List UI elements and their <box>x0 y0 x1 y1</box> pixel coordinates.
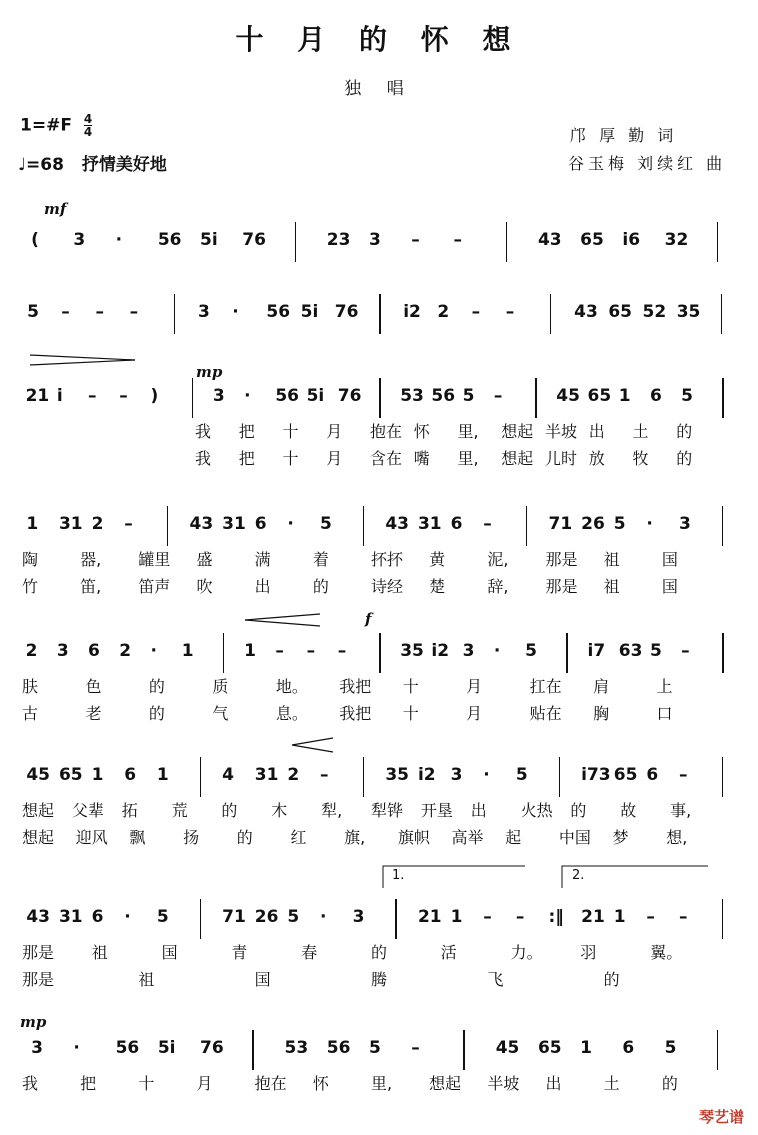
note: 31 <box>254 765 279 785</box>
lyric-syllable: 着 <box>312 550 329 569</box>
note: · <box>115 230 123 250</box>
note: – <box>411 1038 420 1058</box>
note: i7 <box>587 641 606 661</box>
lyric-syllable: 祖 <box>138 970 155 989</box>
lyric-syllable: 出 <box>254 577 271 596</box>
lyric-syllable: 地。 <box>275 677 308 696</box>
note: 1 <box>613 907 626 927</box>
note: 1 <box>244 641 256 661</box>
note: – <box>337 641 347 661</box>
lyric-syllable: 高举 <box>451 828 484 847</box>
note: – <box>679 907 688 927</box>
note: 35 <box>385 765 409 785</box>
note: 52 <box>642 302 667 322</box>
lyric-syllable: 把 <box>238 449 255 468</box>
note: – <box>483 907 492 927</box>
note: 65 <box>537 1038 562 1058</box>
note: 31 <box>58 907 83 927</box>
lyric-syllable: 质 <box>212 677 229 696</box>
note: – <box>306 641 316 661</box>
key-label: 1=#F <box>20 115 72 136</box>
composer-credit: 谷玉梅 刘续红 曲 <box>568 154 727 173</box>
note: 43 <box>189 514 214 534</box>
lyric-syllable: 盛 <box>196 550 213 569</box>
lyric-syllable: 飘 <box>129 828 146 847</box>
note: 26 <box>254 907 279 927</box>
lyric-syllable: 口 <box>656 704 673 723</box>
note: 76 <box>242 230 266 250</box>
note: 3 <box>369 230 381 250</box>
lyricist-credit: 邝 厚 勤 词 <box>570 126 678 145</box>
lyric-syllable: 翼。 <box>650 943 683 962</box>
lyric-syllable: 扛在 <box>529 677 562 696</box>
lyric-syllable: 十 <box>282 422 299 441</box>
note: 65 <box>613 765 638 785</box>
note: 56 <box>326 1038 351 1058</box>
note: 3 <box>212 386 225 406</box>
note: – <box>320 765 329 785</box>
note: 5 <box>515 765 528 785</box>
lyric-syllable: 祖 <box>603 577 620 596</box>
note: – <box>681 641 690 661</box>
note: 26 <box>581 514 605 534</box>
lyric-syllable: 腾 <box>371 970 388 989</box>
lyric-syllable: 我 <box>22 1074 39 1093</box>
note: 6 <box>254 514 267 534</box>
lyric-syllable: 贴在 <box>529 704 562 723</box>
lyric-syllable: 的 <box>221 801 238 820</box>
note: 1 <box>26 514 39 534</box>
lyric-syllable: 把 <box>80 1074 97 1093</box>
note: 5 <box>287 907 300 927</box>
note: 76 <box>334 302 359 322</box>
note: 71 <box>548 514 573 534</box>
note: · <box>150 641 157 661</box>
lyric-syllable: 儿时 <box>545 449 578 468</box>
lyric-syllable: 想起 <box>501 449 534 468</box>
note: 2 <box>437 302 450 322</box>
lyric-syllable: 的 <box>603 970 620 989</box>
lyric-syllable: 想起 <box>501 422 534 441</box>
note: – <box>119 386 128 406</box>
note: 76 <box>200 1038 224 1058</box>
lyric-syllable: 那是 <box>22 970 55 989</box>
note: 65 <box>580 230 604 250</box>
lyric-syllable: 的 <box>661 1074 678 1093</box>
lyric-syllable: 老 <box>85 704 102 723</box>
song-title: 十 月 的 怀 想 <box>235 23 523 56</box>
note: :‖ <box>548 907 564 927</box>
volta-1-label: 1. <box>392 868 405 883</box>
note: i2 <box>403 302 421 322</box>
note: 21 <box>417 907 442 927</box>
note: – <box>453 230 462 250</box>
lyric-syllable: 把 <box>238 422 255 441</box>
lyric-syllable: 的 <box>312 577 329 596</box>
tempo-value: ♩=68 <box>18 155 64 175</box>
note: 56 <box>157 230 182 250</box>
note: – <box>679 765 688 785</box>
lyric-syllable: 想起 <box>22 801 55 820</box>
lyric-syllable: 我 <box>195 422 212 441</box>
note: 5 <box>320 514 332 534</box>
note: 5 <box>156 907 169 927</box>
lyric-syllable: 梦 <box>612 828 629 847</box>
note: – <box>95 302 104 322</box>
lyric-syllable: 十 <box>282 449 299 468</box>
note: 2 <box>287 765 300 785</box>
lyric-syllable: 抔抔 <box>371 550 404 569</box>
lyric-syllable: 抱在 <box>370 422 403 441</box>
dynamic-marking: mf <box>44 200 67 218</box>
note: – <box>129 302 139 322</box>
lyric-syllable: 月 <box>466 677 483 696</box>
lyric-syllable: 的 <box>148 677 165 696</box>
lyric-syllable: 那是 <box>545 577 578 596</box>
lyric-syllable: 旗帜 <box>397 828 430 847</box>
note: i2 <box>431 641 450 661</box>
note: 1 <box>91 765 104 785</box>
lyric-syllable: 竹 <box>22 577 39 596</box>
note: – <box>88 386 97 406</box>
lyric-syllable: 的 <box>371 943 388 962</box>
lyric-syllable: 春 <box>301 943 318 962</box>
site-logo: 琴艺谱 <box>698 1108 744 1126</box>
note: 5i <box>306 386 325 406</box>
lyric-syllable: 中国 <box>558 828 591 847</box>
lyric-syllable: 半坡 <box>487 1074 520 1093</box>
lyric-syllable: 出 <box>588 422 605 441</box>
lyric-syllable: 国 <box>661 550 678 569</box>
note: 2 <box>25 641 38 661</box>
note: – <box>275 641 284 661</box>
dynamic-marking: mp <box>20 1013 47 1031</box>
note: 6 <box>124 765 137 785</box>
lyric-syllable: 嘴 <box>413 449 430 468</box>
lyric-syllable: 父辈 <box>71 801 104 820</box>
lyric-syllable: 含在 <box>370 449 403 468</box>
note: 3 <box>73 230 86 250</box>
lyric-syllable: 我把 <box>339 677 372 696</box>
note: 5i <box>200 230 218 250</box>
note: 63 <box>618 641 643 661</box>
lyric-syllable: 国 <box>661 577 678 596</box>
lyric-syllable: 肤 <box>22 677 39 696</box>
note: 1 <box>156 765 169 785</box>
lyric-syllable: 红 <box>290 828 307 847</box>
note: 5 <box>613 514 626 534</box>
note: · <box>646 514 653 534</box>
note: 3 <box>450 765 463 785</box>
note: – <box>646 907 655 927</box>
note: 31 <box>417 514 442 534</box>
note: i6 <box>622 230 641 250</box>
lyric-syllable: 荒 <box>171 801 188 820</box>
note: – <box>493 386 503 406</box>
lyric-syllable: 里, <box>457 422 479 441</box>
expression-marking: 抒情美好地 <box>81 155 167 175</box>
lyric-syllable: 国 <box>161 943 178 962</box>
lyric-syllable: 肩 <box>593 677 610 696</box>
lyric-syllable: 那是 <box>545 550 578 569</box>
lyric-syllable: 里, <box>457 449 479 468</box>
lyric-syllable: 出 <box>470 801 487 820</box>
lyric-syllable: 十 <box>402 704 419 723</box>
note: 6 <box>450 514 463 534</box>
note: 6 <box>91 907 104 927</box>
time-numerator: 4 <box>83 112 93 126</box>
note: 3 <box>56 641 69 661</box>
note: 31 <box>222 514 246 534</box>
note: – <box>515 907 525 927</box>
note: 1 <box>580 1038 593 1058</box>
lyric-syllable: 月 <box>326 422 343 441</box>
lyric-syllable: 笛声 <box>138 577 171 596</box>
lyric-syllable: 犁铧 <box>371 801 404 820</box>
note: 45 <box>495 1038 520 1058</box>
note: 5 <box>27 302 39 322</box>
note: 1 <box>181 641 194 661</box>
note: 45 <box>556 386 580 406</box>
lyric-syllable: 色 <box>85 677 102 696</box>
lyric-syllable: 陶 <box>22 550 39 569</box>
note: 53 <box>400 386 424 406</box>
lyric-syllable: 木 <box>271 801 288 820</box>
note: 56 <box>266 302 291 322</box>
lyric-syllable: 旗, <box>344 828 366 847</box>
lyric-syllable: 半坡 <box>545 422 578 441</box>
lyric-syllable: 抱在 <box>254 1074 287 1093</box>
note: · <box>483 765 490 785</box>
note: 5 <box>369 1038 381 1058</box>
dynamic-marking: f <box>365 610 372 628</box>
note: i2 <box>417 765 436 785</box>
lyric-syllable: 的 <box>676 449 693 468</box>
note: 65 <box>587 386 612 406</box>
lyric-syllable: 土 <box>603 1074 620 1093</box>
lyric-syllable: 火热 <box>520 801 553 820</box>
note: · <box>124 907 131 927</box>
note: 3 <box>352 907 365 927</box>
note: 43 <box>385 514 409 534</box>
note: · <box>73 1038 80 1058</box>
lyric-syllable: 土 <box>632 422 649 441</box>
note: – <box>124 514 133 534</box>
time-denominator: 4 <box>83 125 93 139</box>
note: 4 <box>222 765 234 785</box>
lyric-syllable: 月 <box>326 449 343 468</box>
note: · <box>244 386 251 406</box>
lyric-syllable: 起 <box>505 828 522 847</box>
lyric-syllable: 黄 <box>429 550 446 569</box>
lyric-syllable: 出 <box>545 1074 562 1093</box>
note: · <box>320 907 327 927</box>
note: 3 <box>198 302 210 322</box>
note: – <box>505 302 515 322</box>
note: 31 <box>58 514 83 534</box>
lyric-syllable: 怀 <box>312 1074 329 1093</box>
lyric-syllable: 祖 <box>91 943 108 962</box>
lyric-syllable: 罐里 <box>138 550 171 569</box>
lyric-syllable: 故 <box>620 801 637 820</box>
note: – <box>471 302 481 322</box>
note: 2 <box>91 514 104 534</box>
note: 65 <box>58 765 83 785</box>
note: 3 <box>31 1038 43 1058</box>
lyric-syllable: 羽 <box>580 943 597 962</box>
note: 35 <box>400 641 424 661</box>
lyric-syllable: 诗经 <box>371 577 404 596</box>
note: · <box>232 302 239 322</box>
lyric-syllable: 辞, <box>487 577 509 596</box>
lyric-syllable: 月 <box>466 704 483 723</box>
dynamic-marking: mp <box>196 363 223 381</box>
lyric-syllable: 事, <box>670 801 692 820</box>
note: 5 <box>462 386 475 406</box>
note: 1 <box>450 907 463 927</box>
lyric-syllable: 想, <box>666 828 688 847</box>
note: 65 <box>608 302 632 322</box>
lyric-syllable: 想起 <box>22 828 55 847</box>
lyric-syllable: 放 <box>588 449 605 468</box>
lyric-syllable: 器, <box>80 550 102 569</box>
lyric-syllable: 我 <box>195 449 212 468</box>
note: 3 <box>462 641 475 661</box>
note: 43 <box>574 302 598 322</box>
lyric-syllable: 的 <box>236 828 253 847</box>
lyric-syllable: 古 <box>22 704 39 723</box>
note: 23 <box>326 230 351 250</box>
note: 56 <box>275 386 300 406</box>
note: 56 <box>431 386 456 406</box>
lyric-syllable: 怀 <box>413 422 430 441</box>
lyric-syllable: 十 <box>138 1074 155 1093</box>
lyric-syllable: 扬 <box>183 828 200 847</box>
note: 21 <box>25 386 50 406</box>
note: 2 <box>119 641 132 661</box>
lyric-syllable: 的 <box>570 801 587 820</box>
lyric-syllable: 月 <box>196 1074 213 1093</box>
lyric-syllable: 的 <box>148 704 165 723</box>
note: ) <box>150 386 159 406</box>
lyric-syllable: 拓 <box>121 801 138 820</box>
lyric-syllable: 迎风 <box>75 828 108 847</box>
lyric-syllable: 楚 <box>429 577 446 596</box>
note: 56 <box>115 1038 140 1058</box>
note: 5 <box>664 1038 677 1058</box>
note: – <box>61 302 70 322</box>
note: 5 <box>649 641 662 661</box>
note: 21 <box>581 907 605 927</box>
lyric-syllable: 力。 <box>510 943 543 962</box>
volta-2-label: 2. <box>572 868 585 883</box>
lyric-syllable: 国 <box>254 970 271 989</box>
note: 6 <box>649 386 662 406</box>
note: 5i <box>157 1038 176 1058</box>
lyric-syllable: 飞 <box>487 970 504 989</box>
lyric-syllable: 泥, <box>487 550 509 569</box>
note: 76 <box>337 386 362 406</box>
note: 5i <box>300 302 319 322</box>
note: 32 <box>664 230 689 250</box>
lyric-syllable: 笛, <box>80 577 102 596</box>
note: 3 <box>679 514 691 534</box>
lyric-syllable: 那是 <box>22 943 55 962</box>
note: 35 <box>676 302 701 322</box>
song-subtitle: 独 唱 <box>344 79 414 99</box>
lyric-syllable: 满 <box>254 550 271 569</box>
lyric-syllable: 的 <box>676 422 693 441</box>
note: 5 <box>681 386 694 406</box>
note: i <box>56 386 63 406</box>
lyric-syllable: 十 <box>402 677 419 696</box>
note: · <box>287 514 294 534</box>
lyric-syllable: 胸 <box>593 704 610 723</box>
note: – <box>483 514 492 534</box>
lyric-syllable: 想起 <box>429 1074 462 1093</box>
note: i73 <box>581 765 611 785</box>
note: 6 <box>622 1038 635 1058</box>
lyric-syllable: 吹 <box>196 577 213 596</box>
lyric-syllable: 我把 <box>339 704 372 723</box>
note: 43 <box>537 230 562 250</box>
lyric-syllable: 气 <box>212 704 229 723</box>
lyric-syllable: 青 <box>231 943 248 962</box>
note: 71 <box>222 907 246 927</box>
note: 45 <box>26 765 50 785</box>
note: 6 <box>646 765 659 785</box>
note: 1 <box>618 386 631 406</box>
lyric-syllable: 犁, <box>321 801 343 820</box>
lyric-syllable: 开垦 <box>420 801 453 820</box>
lyric-syllable: 息。 <box>275 704 308 723</box>
note: 43 <box>26 907 50 927</box>
note: – <box>411 230 420 250</box>
note: ( <box>31 230 39 250</box>
note: · <box>493 641 501 661</box>
note: 53 <box>284 1038 309 1058</box>
lyric-syllable: 祖 <box>603 550 620 569</box>
note: 6 <box>88 641 100 661</box>
lyric-syllable: 活 <box>440 943 457 962</box>
lyric-syllable: 牧 <box>632 449 649 468</box>
lyric-syllable: 上 <box>656 677 673 696</box>
lyric-syllable: 里, <box>371 1074 393 1093</box>
note: 5 <box>525 641 537 661</box>
